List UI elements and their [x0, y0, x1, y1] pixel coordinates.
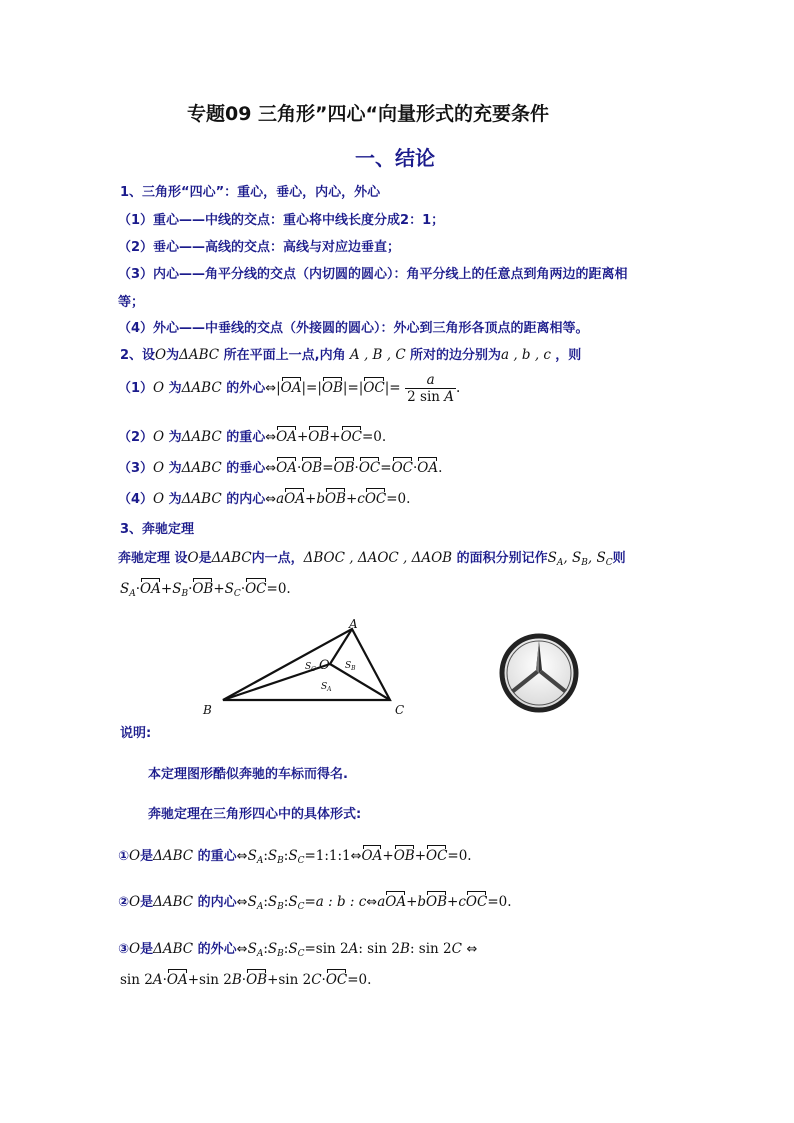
note-line-1: 本定理图形酷似奔驰的车标而得名.: [148, 767, 348, 782]
vector-conditions-intro: 2、设O为ΔABC 所在平面上一点,内角 A , B , C 所对的边分别为a , b , c ，则: [120, 347, 582, 363]
benz-centroid-form: ①O是ΔABC 的重心$\Leftrightarrow S_A:S_B:S_C=1:1:1\Leftrightarrow OA+OB+OC=0$.: [118, 848, 472, 866]
circumcenter-condition: （1）O 为ΔABC 的外心⇔|OA|=|OB|=|OC|= $\frac{a}{\text{2 sin A}}$ .: [118, 372, 461, 405]
label-sb: $S_B$: [345, 661, 356, 672]
benz-logo-image: [498, 632, 580, 714]
centroid-condition: （2）O 为ΔABC 的重心⇔OA+OB+OC=0.: [118, 429, 387, 445]
benz-incenter-form: ②O是ΔABC 的内心$\Leftrightarrow S_A:S_B:S_C=a$ : b : c⇔aOA+bOB+cOC=0.: [118, 894, 512, 912]
circumcenter-item: （4）外心——中垂线的交点（外接圆的圆心）：外心到三角形各顶点的距离相等。: [118, 321, 589, 336]
benz-theorem-statement: 奔驰定理 设O是ΔABC内一点，ΔBOC , ΔAOC , ΔAOB 的面积分别记作$S_A$, $S_B$, $S_C$则: [118, 550, 626, 568]
benz-circumcenter-form: ③O是ΔABC 的外心$\Leftrightarrow S_A:S_B:S_C=\sin$ 2A: sin 2B: sin 2C ⇔: [118, 941, 478, 959]
page-title: 专题09 三角形”四心“向量形式的充要条件: [187, 103, 550, 125]
centroid-item: （1）重心——中线的交点：重心将中线长度分成2：1；: [118, 213, 445, 228]
note-line-2: 奔驰定理在三角形四心中的具体形式:: [148, 807, 362, 822]
benz-circumcenter-form-cont: sin 2A·OA+sin 2B·OB+sin 2C·OC=0.: [120, 972, 372, 988]
benz-theorem-heading: 3、奔驰定理: [120, 522, 195, 537]
label-sc: $S_C$: [305, 662, 316, 673]
label-sa: $S_A$: [321, 682, 332, 693]
incenter-item-cont: 等；: [118, 295, 145, 310]
four-centers-heading: 1、三角形“四心”：重心，垂心，内心，外心: [120, 185, 381, 200]
incenter-condition: （4）O 为ΔABC 的内心⇔aOA+bOB+cOC=0.: [118, 491, 411, 507]
label-o: O: [319, 658, 330, 673]
orthocenter-condition: （3）O 为ΔABC 的垂心⇔OA·OB=OB·OC=OC·OA.: [118, 460, 443, 476]
note-label: 说明:: [120, 726, 152, 741]
label-b: B: [203, 703, 212, 717]
benz-theorem-formula: $S_A\cdot OA+S_B\cdot OB+S_C\cdot OC=0$.: [120, 581, 291, 599]
triangle-figure: [195, 612, 420, 722]
label-c: C: [395, 703, 405, 717]
incenter-item: （3）内心——角平分线的交点（内切圆的圆心）：角平分线上的任意点到角两边的距离相: [118, 267, 628, 282]
label-a: A: [349, 617, 358, 631]
orthocenter-item: （2）垂心——高线的交点：高线与对应边垂直；: [118, 240, 401, 255]
section-heading: 一、结论: [355, 146, 435, 170]
